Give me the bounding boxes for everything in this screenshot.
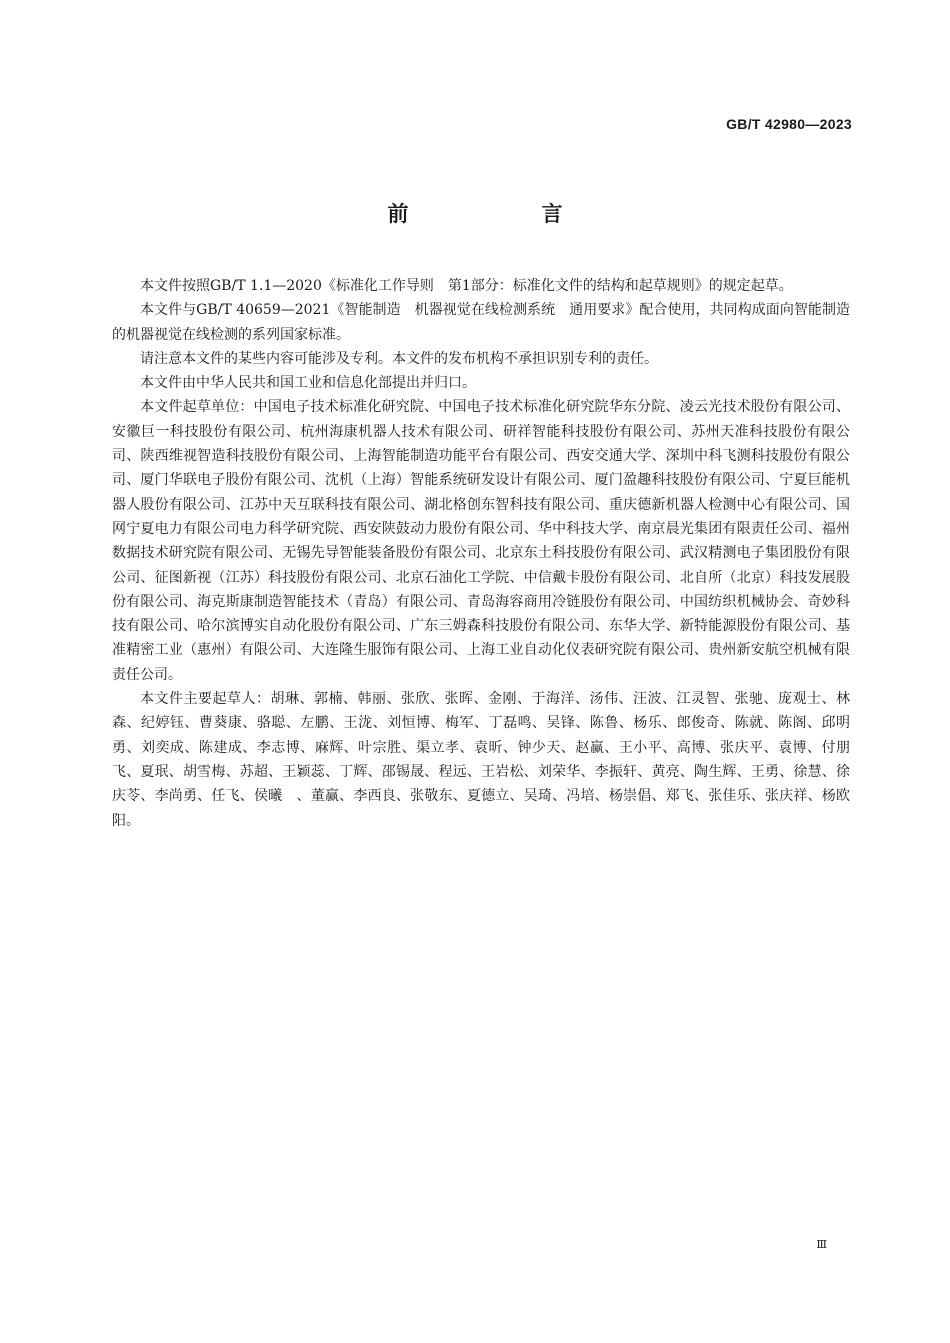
paragraph-drafting-rules: 本文件按照GB/T 1.1—2020《标准化工作导则 第1部分：标准化文件的结构和起草规则》的规定起草。 [140,278,793,294]
paragraph-related-standard: 本文件与GB/T 40659—2021《智能制造 机器视觉在线检测系统 通用要求》配合使用，共同构成面向智能制造的机器视觉在线检测的系列国家标准。 [112,302,850,343]
paragraph-proposer: 本文件由中华人民共和国工业和信息化部提出并归口。 [140,375,476,392]
paragraph-drafting-units: 本文件起草单位：中国电子技术标准化研究院、中国电子技术标准化研究院华东分院、凌云光技术股份有限公司、安徽巨一科技股份有限公司、杭州海康机器人技术有限公司、研祥智能科技股份有限公司、苏州天准科技股份有限公司、陕西维视智造科技股份有限公司、上海智能制造功能平台有限公司、西安交通大学、深圳中科飞测科技股份有限公司、厦门华联电子股份有限公司、沈机（上海）智能系统研发设计有限公司、厦门盈趣科技股份有限公司、宁夏巨能机器人股份有限公司、江苏中天互联科技有限公司、湖北格创东智科技有限公司、重庆德新机器人检测中心有限公司、国网宁夏电力有限公司电力科学研究院、西安陕鼓动力股份有限公司、华中科技大学、南京晨光集团有限责任公司、福州数据技术研究院有限公司、无锡先导智能装备股份有限公司、北京东土科技股份有限公司、武汉精测电子集团股份有限公司、征图新视（江苏）科技股份有限公司、北京石油化工学院、中信戴卡股份有限公司、北自所（北京）科技发展股份有限公司、海克斯康制造智能技术（青岛）有限公司、青岛海容商用冷链股份有限公司、中国纺织机械协会、奇妙科技有限公司、哈尔滨博实自动化股份有限公司、广东三姆森科技股份有限公司、东华大学、新特能源股份有限公司、基准精密工业（惠州）有限公司、大连隆生服饰有限公司、上海工业自动化仪表研究院有限公司、贵州新安航空机械有限责任公司。 [112,399,850,683]
page-number: Ⅲ [816,1238,827,1251]
paragraph-drafters: 本文件主要起草人：胡琳、郭楠、韩丽、张欣、张晖、金刚、于海洋、汤伟、汪波、江灵智、张驰、庞观士、林森、纪婷钰、曹葵康、骆聪、左鹏、王泷、刘恒博、梅军、丁磊鸣、吴锋、陈鲁、杨乐、郎俊奇、陈就、陈阁、邱明勇、刘奕成、陈建成、李志博、麻辉、叶宗胜、渠立孝、袁昕、钟少天、赵赢、王小平、高博、张庆平、袁博、付朋飞、夏珉、胡雪梅、苏超、王颖蕊、丁辉、邵锡晟、程远、王岩松、刘荣华、李振轩、黄亮、陶生辉、王勇、徐慧、徐庆苓、李尚勇、任飞、侯曦 、董赢、李西良、张敬东、夏德立、吴琦、冯培、杨崇倡、郑飞、张佳乐、张庆祥、杨欧阳。 [112,691,850,829]
paragraph-patent-notice: 请注意本文件的某些内容可能涉及专利。本文件的发布机构不承担识别专利的责任。 [140,350,658,367]
foreword-body [112,274,850,833]
page-title: 前 言 [387,202,619,226]
standard-code: GB/T 42980—2023 [726,116,852,132]
